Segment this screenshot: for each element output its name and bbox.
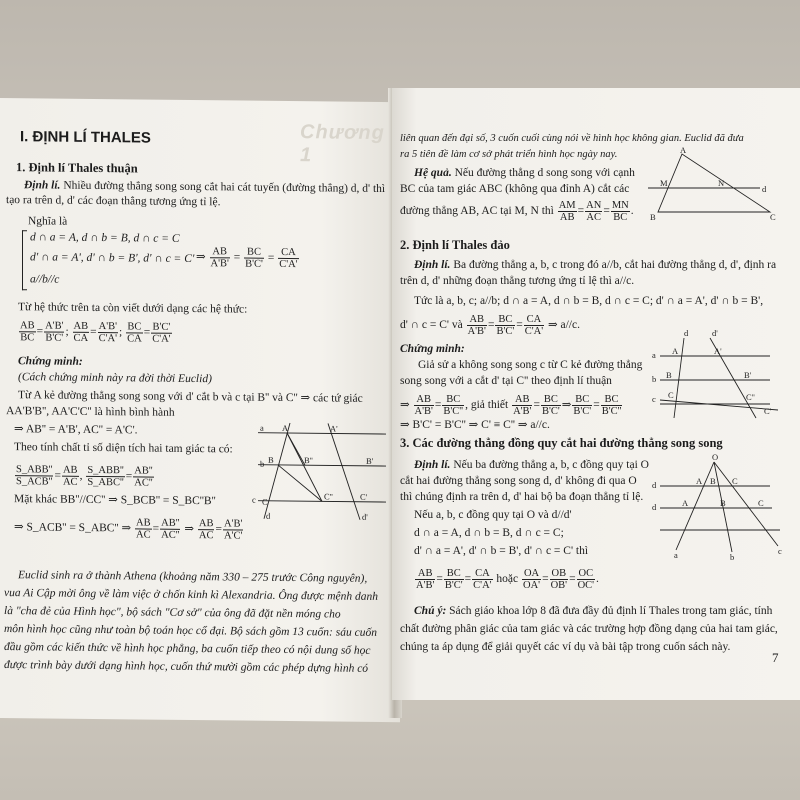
- svg-text:C'': C'': [746, 392, 755, 402]
- right-page: [392, 88, 800, 700]
- proof-note: (Cách chứng minh này ra đời thời Euclid): [18, 371, 212, 386]
- proof-line-4: Theo tính chất tỉ số diện tích hai tam giác ta có:: [14, 441, 233, 456]
- converse-line-4: d' ∩ c = C' và $\frac{AB}{A'B'}$ = $\frac{BC}{B'C'}$ = $\frac{CA}{C'A'}$ ⇒ a//c.: [400, 314, 580, 337]
- svg-text:C: C: [262, 496, 268, 507]
- svg-text:B: B: [268, 454, 274, 465]
- theorem-line-1: Định lí. Nhiều đường thẳng song song cắt hai cát tuyến (đường thẳng) d, d' thì: [24, 179, 386, 196]
- svg-text:O: O: [712, 452, 719, 462]
- proof-line-3: ⇒ AB'' = A'B', AC'' = A'C'.: [14, 423, 138, 437]
- concurrent-line-3: thì chúng định ra trên d, d' hai bộ ba đoạn thẳng tỉ lệ.: [400, 491, 644, 503]
- euclid-line-2: vua Ai Cập mời ông về làm việc ở chốn kinh kì Alexandria. Ông được mệnh danh: [4, 587, 378, 603]
- svg-text:c: c: [652, 394, 656, 404]
- svg-text:A: A: [680, 145, 687, 155]
- proof-line-1: Từ A kẻ đường thẳng song song với d' cắt b và c tại B'' và C'' ⇒ các tứ giác: [18, 389, 363, 405]
- thales-ratio: ⇒ $\frac{AB}{A'B'}$ = $\frac{BC}{B'C'}$ = $\frac{CA}{C'A'}$: [196, 246, 298, 271]
- concurrent-figure: [652, 452, 790, 562]
- converse-line-3: Tức là a, b, c; a//b; d ∩ a = A, d ∩ b = B, d ∩ c = C; d' ∩ a = A', d' ∩ b = B',: [414, 295, 764, 307]
- corollary-line-2: BC của tam giác ABC (không qua đỉnh A) cắt các: [400, 183, 630, 195]
- svg-text:d': d': [362, 511, 368, 522]
- system-line-3: a//b//c: [30, 273, 60, 286]
- nghia-la: Nghĩa là: [28, 215, 68, 228]
- svg-text:C: C: [668, 390, 674, 400]
- system-line-2: d' ∩ a = A', d' ∩ b = B', d' ∩ c = C': [30, 251, 195, 266]
- converse-proof-2: song song với a cắt d' tại C'' theo định lí thuận: [400, 375, 612, 387]
- system-brace: [22, 230, 27, 290]
- proof-line-6: ⇒ S_ACB'' = S_ABC'' ⇒ $\frac{AB}{AC}$ = $\frac{AB''}{AC''}$ ⇒ $\frac{AB}{AC}$ = $\frac{A'B'}{A'C'}$: [14, 517, 243, 542]
- svg-text:b: b: [260, 458, 265, 469]
- svg-text:C'': C'': [324, 491, 333, 502]
- svg-text:C: C: [758, 498, 764, 508]
- page-number: 7: [772, 650, 779, 665]
- subsection-title-1: 1. Định lí Thales thuận: [16, 160, 138, 176]
- svg-text:d: d: [762, 184, 767, 194]
- svg-text:a: a: [260, 422, 264, 433]
- euclid-line-4: môn hình học cũng như toàn bộ toán học cổ đại. Bộ sách gồm 13 cuốn: sáu cuốn: [4, 623, 377, 639]
- section-title: I. ĐỊNH LÍ THALES: [20, 128, 151, 147]
- euclid-line-1: Euclid sinh ra ở thành Athena (khoảng năm 330 – 275 trước Công nguyên),: [18, 569, 368, 585]
- converse-line-2: trên d, d' những đoạn thẳng tương ứng tỉ lệ thì a//c.: [400, 275, 635, 287]
- subsection-title-2: 2. Định lí Thales đảo: [400, 238, 510, 252]
- converse-proof-4: ⇒ B'C' = B'C'' ⇒ C' ≡ C'' ⇒ a//c.: [400, 419, 550, 431]
- converse-figure: [652, 328, 790, 420]
- thales-figure-left: [252, 422, 388, 524]
- continuation-line-1: liên quan đến đại số, 3 cuốn cuối cùng nói về hình học không gian. Euclid đã đưa: [400, 133, 744, 144]
- concurrent-line-2: cắt hai đường thẳng song song d, d' không đi qua O: [400, 475, 637, 487]
- note-line-3: chúng ta áp dụng để giải quyết các ví dụ và bài tập trong cuốn sách này.: [400, 641, 731, 653]
- subsection-title-3: 3. Các đường thẳng đồng quy cắt hai đường thẳng song song: [400, 436, 723, 450]
- svg-text:c: c: [252, 494, 256, 505]
- converse-line-1: Định lí. Ba đường thẳng a, b, c trong đó a//b, cắt hai đường thẳng d, d', định ra: [414, 259, 777, 271]
- concurrent-line-6: d' ∩ a = A', d' ∩ b = B', d' ∩ c = C' thì: [414, 545, 589, 557]
- svg-text:A': A': [330, 423, 338, 434]
- svg-text:d': d': [712, 328, 718, 338]
- ratio-forms: $\frac{AB}{BC}$ = $\frac{A'B'}{B'C'}$ ; $\frac{AB}{CA}$ = $\frac{A'B'}{C'A'}$ ; $\frac{BC}{CA}$ = $\frac{B'C'}{C'A'}$: [20, 320, 171, 345]
- proof-label: Chứng minh:: [18, 355, 83, 368]
- concurrent-line-4: Nếu a, b, c đồng quy tại O và d//d': [414, 509, 572, 521]
- svg-text:C': C': [360, 491, 368, 502]
- continuation-line-2: ra 5 tiên đề làm cơ sở phát triển hình học ngày nay.: [400, 149, 618, 160]
- svg-text:B'': B'': [304, 455, 313, 466]
- euclid-line-5: đầu gồm các kiến thức về hình học phẳng, ba cuốn tiếp theo có nội dung số học: [4, 641, 371, 657]
- svg-text:d: d: [266, 510, 271, 521]
- svg-text:C: C: [732, 476, 738, 486]
- svg-text:b: b: [652, 374, 657, 384]
- svg-text:B: B: [666, 370, 672, 380]
- proof-line-5: Mặt khác BB''//CC'' ⇒ S_BCB'' = S_BC''B'': [14, 493, 216, 508]
- svg-text:A': A': [714, 346, 722, 356]
- system-line-1: d ∩ a = A, d ∩ b = B, d ∩ c = C: [30, 231, 180, 245]
- svg-text:B: B: [710, 476, 716, 486]
- concurrent-line-1: Định lí. Nếu ba đường thẳng a, b, c đồng quy tại O: [414, 459, 649, 471]
- concurrent-ratio: $\frac{AB}{A'B'}$ = $\frac{BC}{B'C'}$ = $\frac{CA}{C'A'}$ hoặc $\frac{OA}{OA'}$ = $\frac{OB}{OB'}$ = $\frac{OC}{OC'}$ .: [416, 568, 599, 591]
- theorem-line-2: tạo ra trên d, d' các đoạn thẳng tương ứng tỉ lệ.: [6, 194, 221, 209]
- note-line-1: Chú ý: Sách giáo khoa lớp 8 đã đưa đầy đủ định lí Thales trong tam giác, tính: [414, 605, 773, 617]
- svg-text:a: a: [652, 350, 656, 360]
- svg-text:d: d: [652, 502, 657, 512]
- svg-text:B': B': [366, 455, 374, 466]
- euclid-line-6: được trình bày dưới dạng hình học, cuốn thứ mười gồm các phép dựng hình có: [4, 659, 369, 675]
- svg-text:d: d: [684, 328, 689, 338]
- svg-text:B': B': [744, 370, 752, 380]
- svg-text:d: d: [652, 480, 657, 490]
- svg-text:b: b: [730, 552, 735, 562]
- svg-text:c: c: [778, 546, 782, 556]
- svg-text:M: M: [660, 178, 668, 188]
- euclid-line-3: là "cha đẻ của Hình học", bộ sách "Cơ sở" của ông đã đặt nền móng cho: [4, 605, 341, 621]
- note-line-2: chất đường phân giác của tam giác và các trường hợp đồng dạng của hai tam giác,: [400, 623, 778, 635]
- svg-text:A: A: [696, 476, 703, 486]
- chapter-badge: Chương 1: [300, 121, 385, 167]
- left-page: [0, 98, 400, 722]
- from-text: Từ hệ thức trên ta còn viết dưới dạng các hệ thức:: [18, 301, 248, 316]
- svg-text:A: A: [682, 498, 689, 508]
- svg-text:C: C: [770, 212, 776, 222]
- converse-proof-3: ⇒ $\frac{AB}{A'B'}$ = $\frac{BC}{B'C''}$ , giả thiết $\frac{AB}{A'B'}$ = $\frac{BC}{B'C'}$ ⇒ $\frac{BC}{B'C'}$ = $\frac{BC}{B'C''}$: [400, 394, 622, 417]
- converse-proof-1: Giả sử a không song song c từ C kẻ đường thẳng: [418, 359, 643, 371]
- area-ratio: $\frac{\text{S\_ABB''}}{\text{S\_ACB''}}$ = $\frac{AB}{AC}$ , $\frac{\text{S\_ABB''}}{\text{S\_ABC''}}$ = $\frac{AB''}{AC''}$: [16, 464, 153, 489]
- proof-line-2: AA'B'B'', AA'C'C'' là hình bình hành: [6, 405, 175, 419]
- corollary-line-1: Hệ quả. Nếu đường thẳng d song song với cạnh: [414, 167, 635, 179]
- corollary-line-3: đường thẳng AB, AC tại M, N thì $\frac{AM}{AB}$ = $\frac{AN}{AC}$ = $\frac{MN}{BC}$ .: [400, 200, 634, 223]
- svg-text:A: A: [282, 422, 289, 434]
- svg-text:C': C': [764, 406, 772, 416]
- proof-label-2: Chứng minh:: [400, 343, 465, 355]
- svg-text:a: a: [674, 550, 678, 560]
- svg-text:A: A: [672, 346, 679, 356]
- svg-text:B: B: [720, 498, 726, 508]
- svg-text:B: B: [650, 212, 656, 222]
- corollary-triangle-figure: [648, 145, 778, 222]
- concurrent-line-5: d ∩ a = A, d ∩ b = B, d ∩ c = C;: [414, 527, 564, 539]
- svg-text:N: N: [718, 178, 725, 188]
